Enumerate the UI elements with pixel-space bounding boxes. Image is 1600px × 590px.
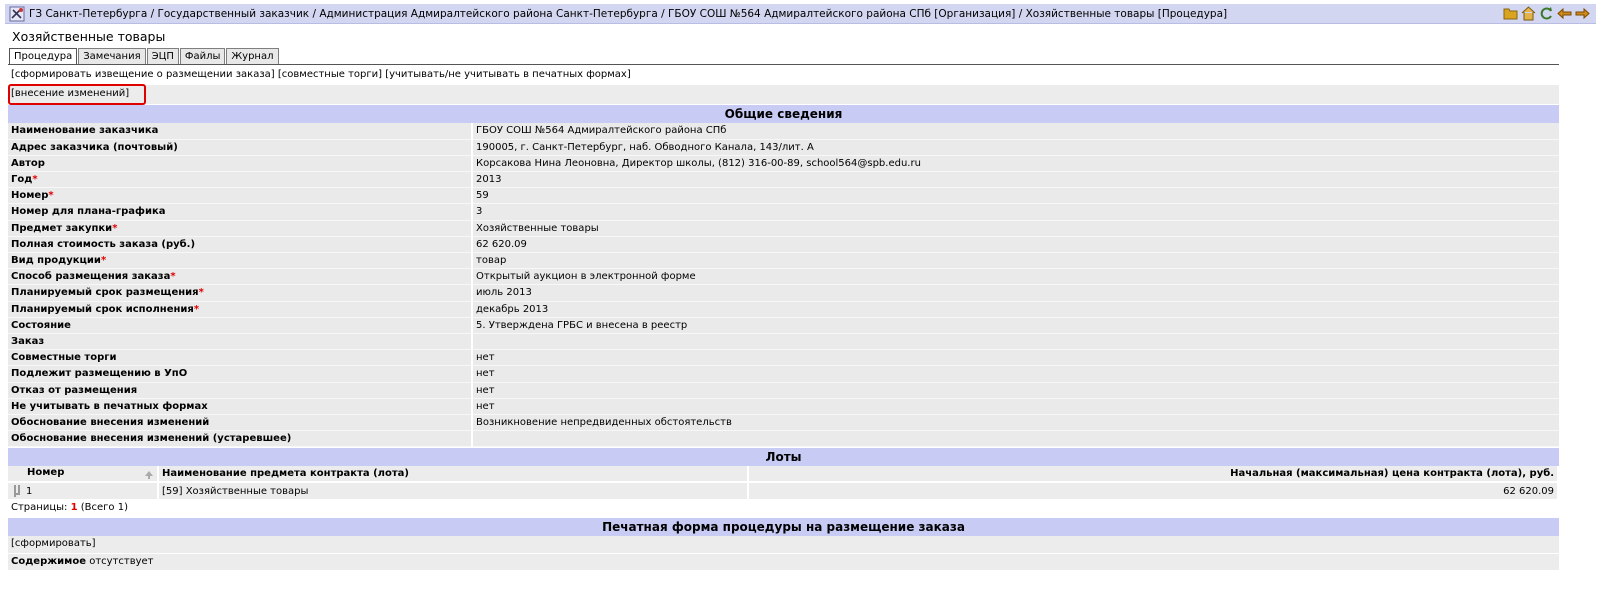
info-value: нет (472, 382, 1559, 398)
info-row (8, 333, 1559, 349)
info-row (8, 317, 1559, 333)
general-info-table (8, 123, 1559, 447)
info-label (8, 188, 472, 204)
info-row (8, 139, 1559, 155)
info-label (8, 366, 472, 382)
info-label-text: Обоснование внесения изменений (устаревшее) (11, 433, 292, 445)
current-page[interactable]: 1 (70, 502, 78, 514)
info-row (8, 123, 1559, 139)
info-label (8, 350, 472, 366)
info-row (8, 431, 1559, 447)
print-toggle-link[interactable]: [учитывать/не учитывать в печатных формах] (385, 69, 631, 80)
page-title: Хозяйственные товары (12, 29, 166, 44)
info-value: нет (472, 350, 1559, 366)
info-label (8, 253, 472, 269)
lot-number-cell: 1 (8, 482, 158, 499)
info-value: июль 2013 (472, 285, 1559, 301)
info-label-text: Обоснование внесения изменений (11, 416, 210, 428)
info-row (8, 414, 1559, 430)
info-label (8, 172, 472, 188)
lots-header: Лоты (8, 447, 1559, 466)
info-value: Возникновение непредвиденных обстоятельств (472, 414, 1559, 430)
info-value: нет (472, 398, 1559, 414)
info-value: Хозяйственные товары (472, 220, 1559, 236)
tab-remarks[interactable]: Замечания (78, 48, 145, 64)
content-label: Содержимое (11, 556, 87, 568)
required-marker: * (100, 255, 107, 266)
info-label (8, 269, 472, 285)
lot-name-cell: [59] Хозяйственные товары (158, 482, 748, 499)
info-value: 5. Утверждена ГРБС и внесена в реестр (472, 317, 1559, 333)
forward-arrow-icon[interactable] (1575, 6, 1590, 21)
required-marker: * (198, 287, 204, 299)
info-label (8, 123, 472, 139)
info-value: 3 (472, 204, 1559, 220)
info-row (8, 382, 1559, 398)
required-marker: * (112, 222, 118, 234)
info-label (8, 285, 472, 301)
info-value: Открытый аукцион в электронной форме (472, 269, 1559, 285)
info-label (8, 155, 472, 171)
info-label (8, 236, 472, 252)
info-label-text: Наименование заказчика (11, 125, 159, 136)
procedure-panel (8, 64, 1559, 584)
general-info-header: Общие сведения (8, 104, 1559, 123)
info-label-text: Не учитывать в печатных формах (11, 400, 208, 412)
info-row (8, 301, 1559, 317)
info-label-text: Планируемый срок размещения (11, 287, 199, 299)
info-value: 190005, г. Санкт-Петербург, наб. Обводного Канала, 143/лит. А (472, 139, 1559, 155)
generate-print-link[interactable]: [сформировать] (11, 538, 96, 550)
info-value: товар (472, 253, 1559, 269)
form-notice-link[interactable]: [сформировать извещение о размещении заказа] (11, 69, 275, 80)
joint-tenders-link[interactable]: [совместные торги] (277, 69, 383, 80)
refresh-icon[interactable] (1539, 6, 1554, 21)
info-row (8, 366, 1559, 382)
info-row (8, 172, 1559, 188)
tab-files[interactable]: Файлы (180, 48, 226, 64)
info-label (8, 414, 472, 430)
info-value: декабрь 2013 (472, 301, 1559, 317)
info-label-text: Год (11, 174, 33, 186)
info-label-text: Совместные торги (11, 352, 117, 364)
info-label (8, 382, 472, 398)
info-label (8, 333, 472, 349)
make-changes-link[interactable]: [внесение изменений] (11, 88, 130, 99)
pagination (8, 499, 1559, 517)
info-label-text: Номер для плана-графика (11, 206, 166, 218)
info-value: 59 (472, 188, 1559, 204)
info-row (8, 285, 1559, 301)
info-label-text: Предмет закупки (11, 222, 113, 234)
info-value: 62 620.09 (472, 236, 1559, 252)
change-actions (8, 85, 1559, 104)
toolbar (1503, 6, 1590, 21)
info-label-text: Отказ от размещения (11, 384, 138, 396)
info-row (8, 220, 1559, 236)
info-row (8, 398, 1559, 414)
info-row (8, 269, 1559, 285)
info-label (8, 431, 472, 447)
pages-label: Страницы: (11, 502, 68, 514)
home-icon[interactable] (1521, 6, 1536, 21)
lot-price-cell: 62 620.09 (748, 482, 1558, 499)
info-row (8, 188, 1559, 204)
column-lot-name[interactable]: Наименование предмета контракта (лота) (158, 466, 748, 482)
tab-journal[interactable]: Журнал (226, 48, 278, 64)
breadcrumb-bar (5, 4, 1596, 24)
info-label (8, 220, 472, 236)
info-label-text: Вид продукции (11, 255, 101, 266)
pages-total: (Всего 1) (80, 502, 128, 514)
info-value: Корсакова Нина Леоновна, Директор школы, (812) 316-00-89, school564@spb.edu.ru (472, 155, 1559, 171)
info-row (8, 236, 1559, 252)
required-marker: * (170, 271, 176, 283)
info-label-text: Состояние (11, 319, 71, 331)
info-row (8, 253, 1559, 269)
tab-procedure[interactable]: Процедура (9, 48, 77, 64)
required-marker: * (193, 303, 200, 315)
column-price[interactable]: Начальная (максимальная) цена контракта (лота), руб. (748, 466, 1558, 482)
tab-bar (9, 48, 279, 64)
sort-arrow-icon[interactable] (144, 470, 154, 480)
lots-table (8, 466, 1559, 499)
info-label-text: Подлежит размещению в УпО (11, 368, 188, 380)
info-label (8, 204, 472, 220)
breadcrumb[interactable]: ГЗ Санкт-Петербурга / Государственный заказчик / Администрация Адмиралтейского района Санкт-Петербурга / ГБОУ СОШ №564 Адмиралтейского района СПб [Организация] / Хозяйственные товары [Процедура] (29, 7, 1228, 20)
tab-signature[interactable]: ЭЦП (147, 48, 179, 64)
print-form-actions (8, 536, 1559, 553)
column-number[interactable]: Номер (8, 466, 158, 482)
lots-header-row (8, 466, 1558, 482)
info-row (8, 350, 1559, 366)
info-label (8, 317, 472, 333)
print-form-content (8, 553, 1559, 570)
info-label-text: Способ размещения заказа (11, 271, 171, 283)
print-form-header: Печатная форма процедуры на размещение заказа (8, 517, 1559, 536)
info-value: 2013 (472, 172, 1559, 188)
required-marker: * (48, 190, 54, 202)
folder-icon[interactable] (1503, 6, 1518, 21)
info-value (472, 431, 1559, 447)
info-label-text: Заказ (11, 335, 45, 347)
action-links (8, 65, 1559, 85)
info-label-text: Автор (11, 157, 45, 169)
required-marker: * (32, 174, 38, 186)
info-label-text: Номер (11, 190, 49, 202)
highlight-box (8, 84, 146, 105)
info-value: ГБОУ СОШ №564 Адмиралтейского района СПб (472, 123, 1559, 139)
info-label (8, 301, 472, 317)
info-label-text: Планируемый срок исполнения (11, 303, 194, 315)
info-label (8, 398, 472, 414)
info-row (8, 204, 1559, 220)
info-label-text: Адрес заказчика (почтовый) (11, 141, 178, 153)
table-row[interactable] (8, 482, 1558, 499)
info-value: нет (472, 366, 1559, 382)
back-arrow-icon[interactable] (1557, 6, 1572, 21)
info-label-text: Полная стоимость заказа (руб.) (11, 238, 196, 250)
info-value (472, 333, 1559, 349)
info-row (8, 155, 1559, 171)
app-tools-icon (9, 6, 25, 22)
info-label (8, 139, 472, 155)
lot-tools-icon[interactable] (11, 484, 23, 498)
content-value: отсутствует (89, 556, 154, 568)
